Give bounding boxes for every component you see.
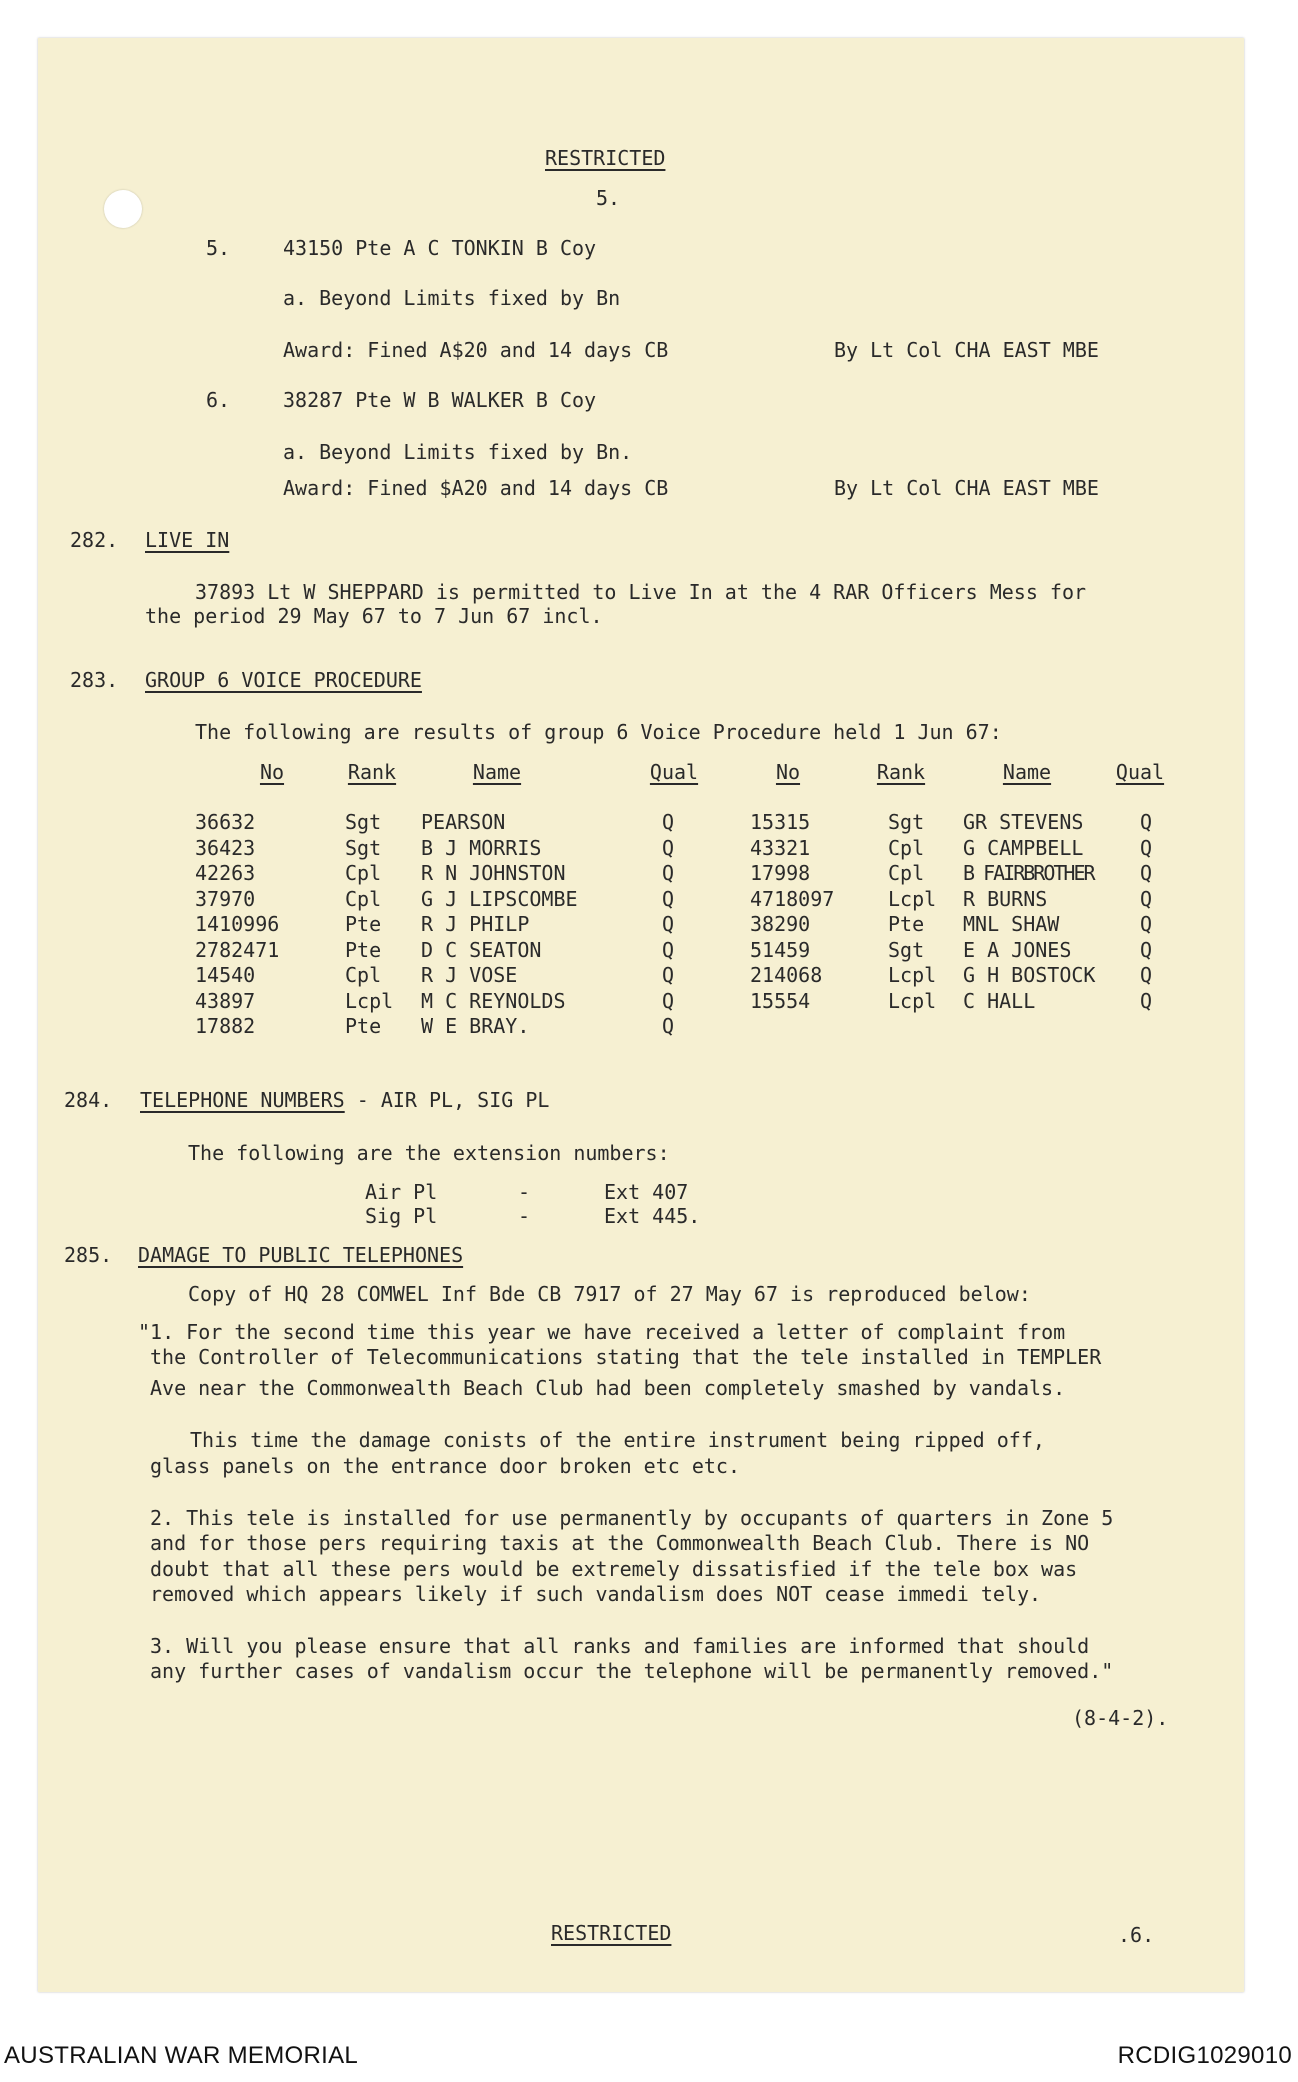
item6-charge: a. Beyond Limits fixed by Bn.	[283, 440, 633, 464]
right-row-qual: Q	[1140, 912, 1153, 936]
right-row-no: 38290	[750, 912, 811, 936]
punch-hole	[104, 190, 142, 228]
section-283-intro: The following are results of group 6 Voice Procedure held 1 Jun 67:	[195, 720, 1002, 744]
item6-authority: By Lt Col CHA EAST MBE	[834, 476, 1099, 500]
quote-line: and for those pers requiring taxis at the Commonwealth Beach Club. There is NO	[150, 1531, 1090, 1555]
right-row-qual: Q	[1140, 938, 1153, 962]
left-row-qual: Q	[662, 887, 675, 911]
right-row-no: 214068	[750, 963, 823, 987]
item5-number: 5.	[206, 236, 231, 260]
section-282-line: the period 29 May 67 to 7 Jun 67 incl.	[145, 604, 603, 628]
column-header-qual: Qual	[1115, 760, 1165, 784]
extension-platoon: Air Pl	[365, 1180, 438, 1204]
extension-number: Ext 445.	[604, 1204, 701, 1228]
left-row-no: 1410996	[195, 912, 280, 936]
left-row-no: 37970	[195, 887, 256, 911]
left-row-qual: Q	[662, 912, 675, 936]
right-row-qual: Q	[1140, 989, 1153, 1013]
section-284-number: 284.	[64, 1088, 113, 1112]
left-row-qual: Q	[662, 938, 675, 962]
left-row-no: 17882	[195, 1014, 256, 1038]
item6-number: 6.	[206, 388, 231, 412]
left-row-rank: Pte	[345, 912, 382, 936]
section-285-title: DAMAGE TO PUBLIC TELEPHONES	[138, 1243, 464, 1267]
left-row-qual: Q	[662, 963, 675, 987]
left-row-name: M C REYNOLDS	[421, 989, 566, 1013]
left-row-rank: Cpl	[345, 887, 382, 911]
archive-caption: AUSTRALIAN WAR MEMORIAL	[4, 2042, 359, 2069]
extension-dash: -	[518, 1204, 531, 1228]
right-row-rank: Lcpl	[888, 963, 937, 987]
left-row-rank: Pte	[345, 938, 382, 962]
right-row-no: 15554	[750, 989, 811, 1013]
right-row-name: R BURNS	[963, 887, 1048, 911]
section-283-title: GROUP 6 VOICE PROCEDURE	[145, 668, 422, 692]
section-284-title-rest: - AIR PL, SIG PL	[344, 1088, 550, 1112]
left-row-name: R J PHILP	[421, 912, 530, 936]
left-row-qual: Q	[662, 861, 675, 885]
quote-line: "1. For the second time this year we have received a letter of complaint from	[138, 1320, 1066, 1344]
right-row-qual: Q	[1140, 836, 1153, 860]
left-row-name: D C SEATON	[421, 938, 542, 962]
item5-award: Award: Fined A$20 and 14 days CB	[283, 338, 669, 362]
right-row-qual: Q	[1140, 887, 1153, 911]
section-284-title-wrap	[140, 1088, 549, 1112]
left-row-name: W E BRAY.	[421, 1014, 530, 1038]
left-row-no: 43897	[195, 989, 256, 1013]
section-282-line: 37893 Lt W SHEPPARD is permitted to Live In at the 4 RAR Officers Mess for	[195, 580, 1087, 604]
left-row-qual: Q	[662, 836, 675, 860]
classification-footer: RESTRICTED	[551, 1921, 672, 1945]
left-row-name: B J MORRIS	[421, 836, 542, 860]
extension-dash: -	[518, 1180, 531, 1204]
item5-authority: By Lt Col CHA EAST MBE	[834, 338, 1099, 362]
quote-line: doubt that all these pers would be extremely dissatisfied if the tele box was	[150, 1557, 1078, 1581]
quote-line: the Controller of Telecommunications stating that the tele installed in TEMPLER	[150, 1345, 1102, 1369]
left-row-rank: Sgt	[345, 836, 382, 860]
left-row-name: R J VOSE	[421, 963, 518, 987]
column-header-no: No	[775, 760, 801, 784]
right-row-name: C HALL	[963, 989, 1036, 1013]
column-header-rank: Rank	[347, 760, 397, 784]
column-header-name: Name	[1002, 760, 1052, 784]
column-header-rank: Rank	[876, 760, 926, 784]
left-row-name: G J LIPSCOMBE	[421, 887, 578, 911]
right-row-rank: Lcpl	[888, 989, 937, 1013]
item6-award: Award: Fined $A20 and 14 days CB	[283, 476, 669, 500]
quote-line: 2. This tele is installed for use permanently by occupants of quarters in Zone 5	[150, 1506, 1114, 1530]
column-header-qual: Qual	[649, 760, 699, 784]
quote-line: glass panels on the entrance door broken etc etc.	[150, 1454, 741, 1478]
quote-line: removed which appears likely if such vandalism does NOT cease immedi tely.	[150, 1582, 1042, 1606]
section-282-title: LIVE IN	[145, 528, 230, 552]
section-283-number: 283.	[70, 668, 119, 692]
right-row-name: MNL SHAW	[963, 912, 1060, 936]
section-285-intro: Copy of HQ 28 COMWEL Inf Bde CB 7917 of 27 May 67 is reproduced below:	[188, 1282, 1031, 1306]
left-row-no: 36632	[195, 810, 256, 834]
quote-line: any further cases of vandalism occur the telephone will be permanently removed."	[150, 1659, 1114, 1683]
classification-header: RESTRICTED	[545, 146, 666, 170]
archive-identifier: RCDIG1029010	[1117, 2042, 1292, 2069]
right-row-no: 43321	[750, 836, 811, 860]
right-row-name: GR STEVENS	[963, 810, 1084, 834]
right-row-name: G CAMPBELL	[963, 836, 1084, 860]
right-row-no: 17998	[750, 861, 811, 885]
left-row-no: 2782471	[195, 938, 280, 962]
section-285-number: 285.	[64, 1243, 113, 1267]
left-row-rank: Sgt	[345, 810, 382, 834]
quote-line: 3. Will you please ensure that all ranks and families are informed that should	[150, 1634, 1090, 1658]
right-row-qual: Q	[1140, 963, 1153, 987]
item5-soldier: 43150 Pte A C TONKIN B Coy	[283, 236, 597, 260]
right-row-no: 51459	[750, 938, 811, 962]
next-page-number: .6.	[1118, 1923, 1155, 1947]
right-row-qual: Q	[1140, 810, 1153, 834]
left-row-rank: Cpl	[345, 963, 382, 987]
left-row-name: PEARSON	[421, 810, 506, 834]
column-header-no: No	[259, 760, 285, 784]
quote-line: Ave near the Commonwealth Beach Club had been completely smashed by vandals.	[150, 1376, 1066, 1400]
left-row-qual: Q	[662, 1014, 675, 1038]
left-row-no: 14540	[195, 963, 256, 987]
right-row-name: E A JONES	[963, 938, 1072, 962]
right-row-rank: Sgt	[888, 938, 925, 962]
right-row-name: B FAIRBROTHER	[963, 861, 1094, 885]
left-row-name: R N JOHNSTON	[421, 861, 566, 885]
extension-number: Ext 407	[604, 1180, 689, 1204]
left-row-rank: Lcpl	[345, 989, 394, 1013]
left-row-rank: Cpl	[345, 861, 382, 885]
file-reference: (8-4-2).	[1072, 1706, 1169, 1730]
right-row-no: 15315	[750, 810, 811, 834]
section-284-intro: The following are the extension numbers:	[188, 1141, 670, 1165]
right-row-rank: Sgt	[888, 810, 925, 834]
quote-line: This time the damage conists of the entire instrument being ripped off,	[190, 1428, 1045, 1452]
left-row-qual: Q	[662, 810, 675, 834]
page-number: 5.	[596, 186, 621, 210]
section-284-title: TELEPHONE NUMBERS	[140, 1088, 345, 1112]
column-header-name: Name	[472, 760, 522, 784]
right-row-rank: Pte	[888, 912, 925, 936]
right-row-rank: Lcpl	[888, 887, 937, 911]
left-row-no: 36423	[195, 836, 256, 860]
left-row-rank: Pte	[345, 1014, 382, 1038]
right-row-no: 4718097	[750, 887, 835, 911]
right-row-qual: Q	[1140, 861, 1153, 885]
section-282-number: 282.	[70, 528, 119, 552]
right-row-rank: Cpl	[888, 861, 925, 885]
left-row-no: 42263	[195, 861, 256, 885]
item5-charge: a. Beyond Limits fixed by Bn	[283, 286, 621, 310]
right-row-rank: Cpl	[888, 836, 925, 860]
extension-platoon: Sig Pl	[365, 1204, 438, 1228]
left-row-qual: Q	[662, 989, 675, 1013]
right-row-name: G H BOSTOCK	[963, 963, 1096, 987]
item6-soldier: 38287 Pte W B WALKER B Coy	[283, 388, 597, 412]
